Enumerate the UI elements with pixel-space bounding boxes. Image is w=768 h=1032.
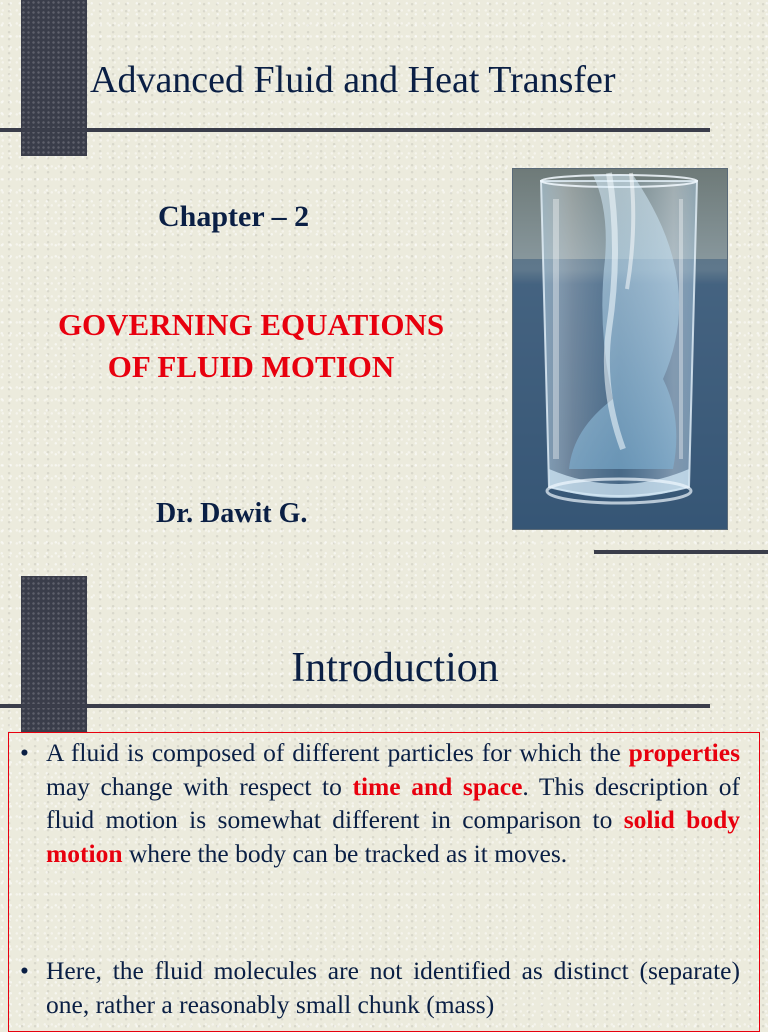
bullet-item bbox=[20, 954, 740, 1021]
bullet-icon: • bbox=[20, 956, 29, 985]
bullet-text bbox=[46, 736, 740, 870]
highlight-time-and-space: time and space bbox=[352, 771, 523, 801]
water-glass-photo bbox=[512, 168, 728, 530]
title-rule bbox=[0, 704, 710, 708]
title-rule bbox=[0, 128, 710, 132]
water-glass-icon bbox=[513, 169, 727, 529]
text-run: may change with respect to bbox=[46, 771, 353, 801]
course-title: Advanced Fluid and Heat Transfer bbox=[90, 59, 616, 101]
chapter-title-line-2: OF FLUID MOTION bbox=[107, 349, 395, 384]
slide-title: Introduction bbox=[291, 645, 499, 691]
text-run: where the body can be tracked as it moves. bbox=[122, 838, 568, 868]
chapter-title-line-1: GOVERNING EQUATIONS bbox=[57, 307, 445, 342]
chapter-title bbox=[16, 304, 486, 388]
slide-divider-rule bbox=[594, 550, 768, 554]
text-run: A fluid is composed of different particles for which the bbox=[46, 738, 629, 767]
accent-block bbox=[21, 0, 87, 156]
introduction-slide bbox=[0, 560, 768, 1024]
author-name: Dr. Dawit G. bbox=[156, 498, 308, 529]
text-run: . This description of fluid motion is somewhat different in comparison to bbox=[46, 771, 740, 834]
bullet-text: Here, the fluid molecules are not identified as distinct (separate) one, rather a reasonably small chunk (mass) bbox=[46, 956, 740, 1019]
bullet-item bbox=[20, 736, 740, 870]
highlight-solid-body-motion: solid body motion bbox=[46, 805, 741, 868]
chapter-label: Chapter – 2 bbox=[158, 200, 310, 233]
bullet-icon: • bbox=[20, 738, 29, 767]
highlight-properties: properties bbox=[628, 738, 740, 767]
